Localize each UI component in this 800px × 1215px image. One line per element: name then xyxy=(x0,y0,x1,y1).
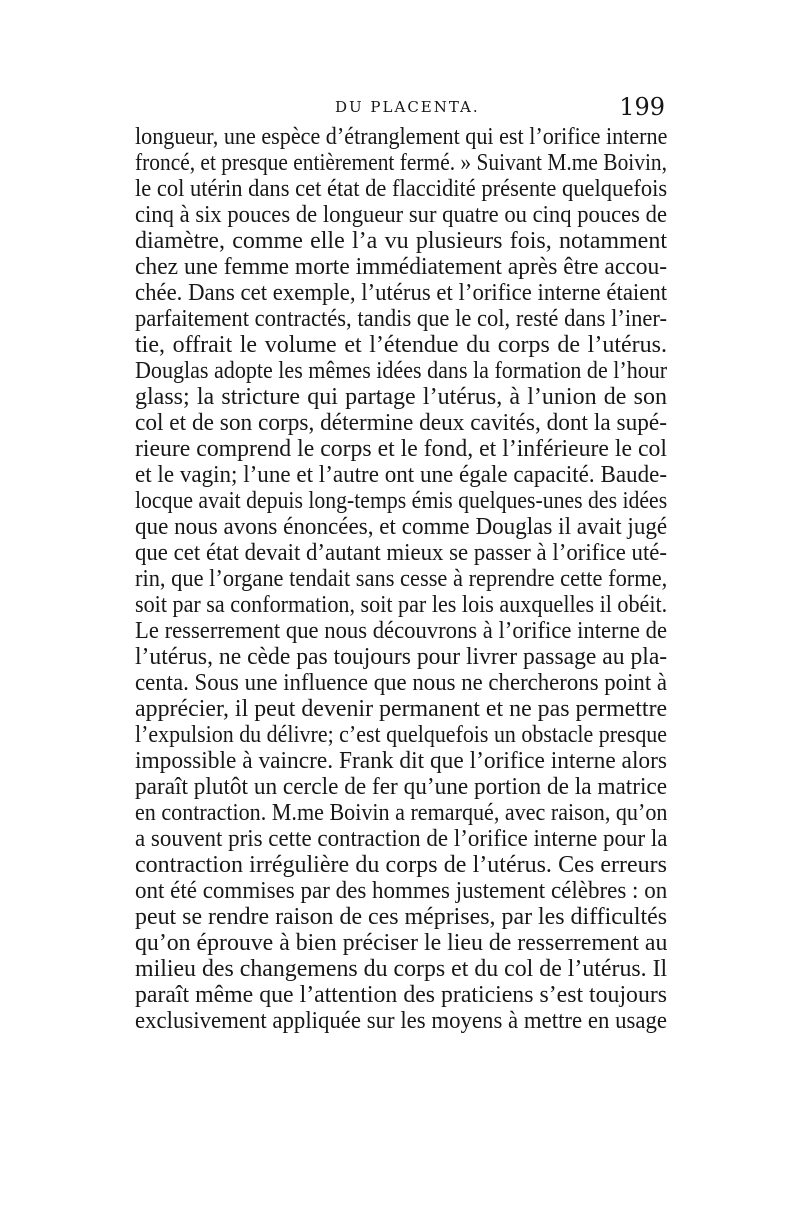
text-line-6: chez une femme morte immédiatement après être accou- xyxy=(135,254,668,280)
text-line-26: paraît plutôt un cercle de fer qu’une portion de la matrice xyxy=(135,774,668,800)
text-line-4: cinq à six pouces de longueur sur quatre ou cinq pouces de xyxy=(135,202,668,228)
text-line-22: centa. Sous une influence que nous ne chercherons point à xyxy=(135,670,667,696)
text-line-7: chée. Dans cet exemple, l’utérus et l’orifice interne étaient xyxy=(135,280,668,306)
text-line-1: longueur, une espèce d’étranglement qui est l’orifice interne xyxy=(135,124,668,150)
running-head: DU PLACENTA. xyxy=(335,98,480,116)
text-line-32: qu’on éprouve à bien préciser le lieu de resserrement au xyxy=(135,930,668,956)
text-line-30: ont été commises par des hommes justement célèbres : on xyxy=(135,878,668,904)
body-text xyxy=(135,124,667,1034)
text-line-33: milieu des changemens du corps et du col de l’utérus. Il xyxy=(135,956,668,982)
text-line-25: impossible à vaincre. Frank dit que l’orifice interne alors xyxy=(135,748,668,774)
text-line-31: peut se rendre raison de ces méprises, par les difficultés xyxy=(135,904,668,930)
text-line-28: a souvent pris cette contraction de l’orifice interne pour la xyxy=(135,826,668,852)
text-line-29: contraction irrégulière du corps de l’utérus. Ces erreurs xyxy=(135,852,667,878)
text-line-5: diamètre, comme elle l’a vu plusieurs fois, notamment xyxy=(135,228,667,254)
page-number: 199 xyxy=(619,93,665,121)
text-line-14: et le vagin; l’une et l’autre ont une égale capacité. Baude- xyxy=(135,462,668,488)
text-line-3: le col utérin dans cet état de flaccidité présente quelquefois xyxy=(135,176,668,202)
text-line-9: tie, offrait le volume et l’étendue du corps de l’utérus. xyxy=(135,332,667,358)
text-line-19: soit par sa conformation, soit par les lois auxquelles il obéit. xyxy=(135,592,668,618)
text-line-2: froncé, et presque entièrement fermé. » Suivant M.me Boivin, xyxy=(135,150,667,176)
text-line-23: apprécier, il peut devenir permanent et ne pas permettre xyxy=(135,696,668,722)
text-line-10: Douglas adopte les mêmes idées dans la formation de l’hour xyxy=(135,358,668,384)
text-line-12: col et de son corps, détermine deux cavités, dont la supé- xyxy=(135,410,667,436)
text-line-13: rieure comprend le corps et le fond, et l’inférieure le col xyxy=(135,436,667,462)
text-line-16: que nous avons énoncées, et comme Douglas il avait jugé xyxy=(135,514,668,540)
text-line-8: parfaitement contractés, tandis que le col, resté dans l’iner- xyxy=(135,306,667,332)
text-line-18: rin, que l’organe tendait sans cesse à reprendre cette forme, xyxy=(135,566,668,592)
text-line-35: exclusivement appliquée sur les moyens à mettre en usage xyxy=(135,1008,667,1034)
text-line-21: l’utérus, ne cède pas toujours pour livrer passage au pla- xyxy=(135,644,668,670)
text-line-17: que cet état devait d’autant mieux se passer à l’orifice uté- xyxy=(135,540,667,566)
text-line-20: Le resserrement que nous découvrons à l’orifice interne de xyxy=(135,618,668,644)
text-line-15: locque avait depuis long-temps émis quelques-unes des idées xyxy=(135,488,668,514)
text-line-34: paraît même que l’attention des praticiens s’est toujours xyxy=(135,982,668,1008)
text-line-11: glass; la stricture qui partage l’utérus, à l’union de son xyxy=(135,384,667,410)
text-line-24: l’expulsion du délivre; c’est quelquefois un obstacle presque xyxy=(135,722,668,748)
text-line-27: en contraction. M.me Boivin a remarqué, avec raison, qu’on xyxy=(135,800,668,826)
